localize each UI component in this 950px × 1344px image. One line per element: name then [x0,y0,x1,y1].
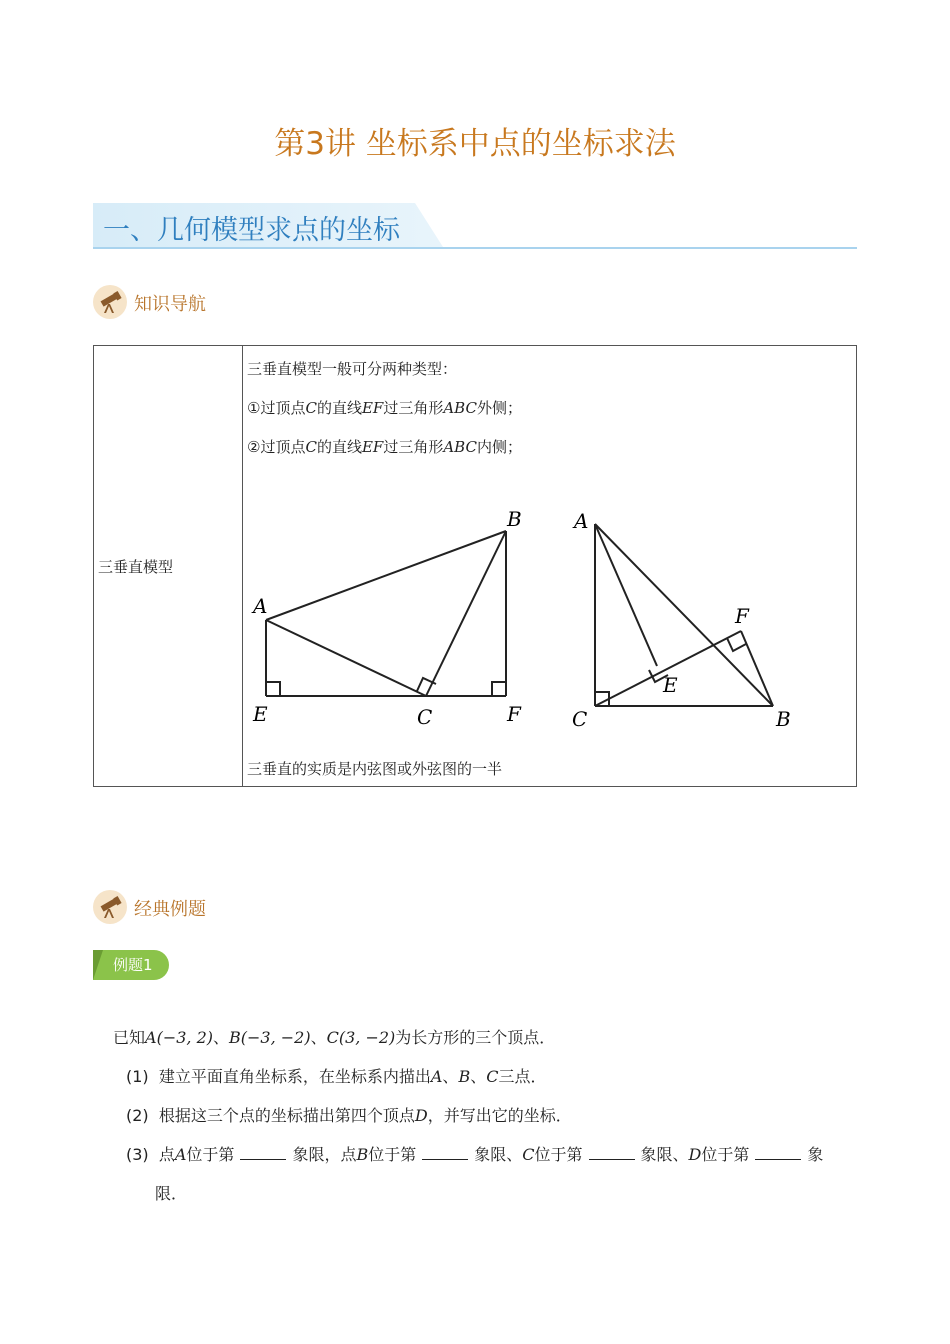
fig1-label-f: F [507,702,521,726]
question-2: (2) 根据这三个点的坐标描出第四个顶点D，并写出它的坐标． [126,1106,572,1125]
fig1-label-e: E [253,702,268,726]
section-title: 一、几何模型求点的坐标 [103,215,400,246]
fig2-label-f: F [735,604,749,628]
answer-blank-a[interactable] [240,1145,286,1160]
model-name-cell [94,346,243,787]
figure-outside [266,531,506,696]
problem-stem: 已知A(−3, 2)、B(−3, −2)、C(3, −2)为长方形的三个顶点． [113,1028,556,1047]
answer-blank-b[interactable] [422,1145,468,1160]
examples-heading-text: 经典例题 [134,899,206,920]
model-type-2: ②过顶点C的直线EF过三角形ABC内侧； [247,438,522,456]
fig1-label-b: B [507,507,522,531]
section-header [93,203,857,251]
fig2-label-e: E [663,673,678,697]
question-3: (3) 点A位于第 象限，点B位于第 象限、C位于第 象限、D位于第 象 [126,1145,824,1164]
telescope-icon [93,285,127,319]
model-summary: 三垂直的实质是内弦图或外弦图的一半 [247,760,503,778]
knowledge-heading-text: 知识导航 [134,294,206,315]
answer-blank-d[interactable] [755,1145,801,1160]
question-1: (1) 建立平面直角坐标系，在坐标系内描出A、B、C三点． [126,1067,547,1086]
model-type-1: ①过顶点C的直线EF过三角形ABC外侧； [247,399,522,417]
fig2-label-a: A [574,509,589,533]
example-tag [93,950,169,980]
three-perpendicular-figures [243,496,857,736]
telescope-icon [93,890,127,924]
fig2-label-b: B [776,707,791,731]
question-3-tail: 限． [155,1184,188,1203]
fig1-label-c: C [417,705,433,729]
fig2-label-c: C [572,707,588,731]
example-tag-label: 例题1 [113,956,153,974]
model-content-cell [243,346,857,787]
model-name: 三垂直模型 [98,557,174,576]
model-table [93,345,857,787]
page-title: 第3讲 坐标系中点的坐标求法 [274,126,676,162]
model-intro: 三垂直模型一般可分两种类型： [247,360,458,378]
answer-blank-c[interactable] [589,1145,635,1160]
fig1-label-a: A [253,594,268,618]
